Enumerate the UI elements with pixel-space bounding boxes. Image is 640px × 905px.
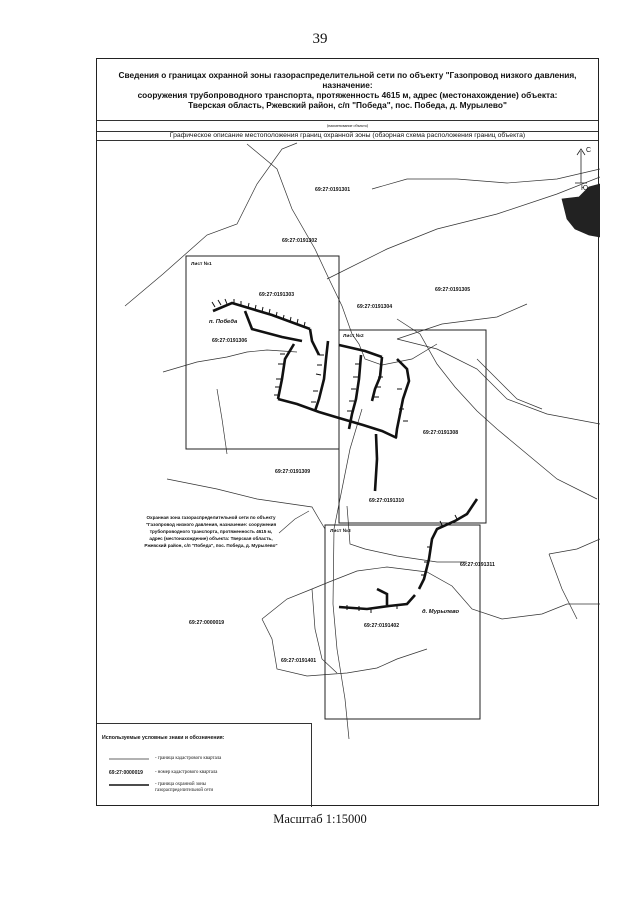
quarter-label: 69:27:0191402: [364, 623, 400, 629]
quarter-boundary-symbol: [109, 754, 149, 764]
zone-boundary-symbol: [109, 780, 149, 790]
title-line-2: сооружения трубопроводного транспорта, протяженность 4615 м, адрес (местонахождение) объекта:: [137, 90, 558, 100]
zone-label-line: Охранная зона газораспределительной сети по объекту: [146, 515, 276, 520]
settlement-label: д. Мурылево: [422, 609, 460, 615]
legend: [97, 723, 312, 807]
quarter-label: 69:27:0191306: [212, 338, 248, 344]
sheet-label: Лист №3: [330, 529, 351, 534]
sheet-frames: [186, 256, 486, 719]
quarter-label: 69:27:0191304: [357, 304, 393, 310]
sheet-label: Лист №1: [191, 262, 212, 267]
legend-item-quarter-number: 69:27:0000019 - номер кадастрового квартала: [109, 770, 218, 776]
object-name-note: (наименование объекта): [97, 121, 598, 132]
map-caption: Графическое описание местоположения границ охранной зоны (обзорная схема расположения границ объекта): [97, 131, 598, 141]
settlement-label: п. Победа: [209, 319, 238, 325]
pipeline-ticks: [212, 299, 457, 613]
sheet-label: Лист №2: [343, 334, 364, 339]
quarter-label: 69:27:0191303: [259, 292, 295, 298]
north-arrow-icon: [575, 149, 587, 183]
quarter-label: 69:27:0191401: [281, 658, 317, 664]
quarter-label: 69:27:0191301: [315, 187, 351, 193]
title-line-3: Тверская область, Ржевский район, с/п "Победа", пос. Победа, д. Мурылево": [188, 100, 507, 110]
map-scale: Масштаб 1:15000: [273, 812, 367, 826]
zone-label-line: трубопроводного транспорта, протяженность 4615 м,: [149, 529, 273, 534]
legend-item-quarter-boundary: - граница кадастрового квартала: [97, 754, 312, 766]
overview-map: [97, 59, 600, 807]
quarter-boundaries: [125, 143, 600, 739]
title-line-1: Сведения о границах охранной зоны газораспределительной сети по объекту "Газопровод низкого давления, назначение:: [118, 70, 577, 90]
quarter-label: 69:27:0191310: [369, 498, 405, 504]
legend-item-zone-boundary: - граница охранной зоны газораспределительной сети: [97, 780, 312, 798]
legend-title: Используемые условные знаки и обозначения:: [102, 735, 225, 741]
quarter-label: 69:27:0191311: [460, 562, 495, 568]
quarter-label: 69:27:0191309: [275, 469, 311, 475]
compass-north: С: [586, 147, 592, 154]
quarter-label: 69:27:0191302: [282, 238, 318, 244]
zone-label-line: Ржевский район, с/п "Победа", пос. Победа, д. Мурылево": [144, 543, 278, 548]
quarter-label: 69:27:0191305: [435, 287, 471, 293]
quarter-number-symbol: 69:27:0000019: [109, 770, 143, 776]
page-number: 39: [312, 31, 328, 47]
zone-leader-line: [279, 511, 309, 533]
zone-label-line: "Газопровод низкого давления, назначение: сооружения: [145, 522, 277, 527]
quarter-label: 69:27:0191308: [423, 430, 459, 436]
compass-south: Ю: [581, 185, 589, 192]
quarter-label: 69:27:0000019: [189, 620, 225, 626]
map-frame: [96, 58, 599, 806]
zone-label-line: адрес (местонахождение) объекта: Тверская область,: [149, 536, 273, 541]
